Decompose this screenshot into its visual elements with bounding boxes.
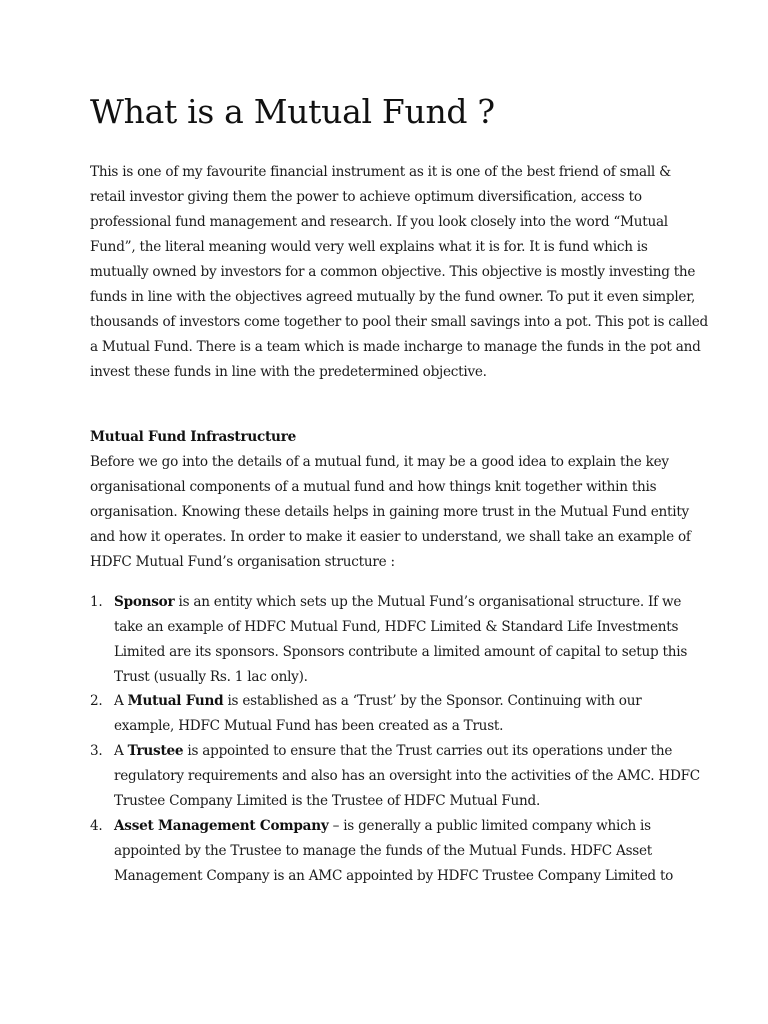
list-prefix: A	[114, 693, 128, 709]
list-number: 2.	[90, 693, 103, 709]
list-text: is established as a ‘Trust’ by the Sponsor. Continuing with our	[223, 693, 642, 709]
list-number: 3.	[90, 743, 103, 759]
list-term: Sponsor	[114, 594, 175, 610]
list-prefix: A	[114, 743, 128, 759]
intro-line: mutually owned by investors for a common objective. This objective is mostly investing the	[90, 264, 696, 280]
list-number: 1.	[90, 594, 103, 610]
intro-line: Fund”, the literal meaning would very well explains what it is for. It is fund which is	[90, 239, 648, 255]
section-heading: Mutual Fund Infrastructure	[90, 429, 297, 445]
intro-line: funds in line with the objectives agreed mutually by the fund owner. To put it even simpler,	[90, 289, 696, 305]
list-text: – is generally a public limited company which is	[328, 818, 651, 834]
list-item-line: regulatory requirements and also has an oversight into the activities of the AMC. HDFC	[114, 768, 700, 784]
intro-line: retail investor giving them the power to achieve optimum diversification, access to	[90, 189, 642, 205]
list-item-line: take an example of HDFC Mutual Fund, HDFC Limited & Standard Life Investments	[114, 619, 679, 635]
list-term: Mutual Fund	[127, 693, 224, 709]
list-item-line: Management Company is an AMC appointed by HDFC Trustee Company Limited to	[114, 868, 674, 884]
list-item-line: Trustee Company Limited is the Trustee of HDFC Mutual Fund.	[114, 793, 541, 809]
list-text: is an entity which sets up the Mutual Fund’s organisational structure. If we	[174, 594, 682, 610]
page-title: What is a Mutual Fund ?	[90, 92, 495, 131]
list-item-first-line	[114, 689, 641, 714]
list-item-first-line	[114, 590, 681, 615]
list-term: Asset Management Company	[114, 818, 329, 834]
list-text: is appointed to ensure that the Trust carries out its operations under the	[183, 743, 673, 759]
list-item-line: Trust (usually Rs. 1 lac only).	[114, 669, 308, 685]
intro-line: invest these funds in line with the predetermined objective.	[90, 364, 487, 380]
intro-line: thousands of investors come together to pool their small savings into a pot. This pot is called	[90, 314, 708, 330]
intro-line: This is one of my favourite financial instrument as it is one of the best friend of small &	[90, 164, 671, 180]
infrastructure-line: organisational components of a mutual fund and how things knit together within this	[90, 479, 657, 495]
list-item-line: example, HDFC Mutual Fund has been created as a Trust.	[114, 718, 504, 734]
list-number: 4.	[90, 818, 103, 834]
list-item-line: Limited are its sponsors. Sponsors contribute a limited amount of capital to setup this	[114, 644, 688, 660]
infrastructure-line: HDFC Mutual Fund’s organisation structure :	[90, 554, 395, 570]
list-item-first-line	[114, 814, 651, 839]
intro-line: a Mutual Fund. There is a team which is made incharge to manage the funds in the pot and	[90, 339, 701, 355]
infrastructure-line: organisation. Knowing these details helps in gaining more trust in the Mutual Fund entity	[90, 504, 689, 520]
list-term: Trustee	[127, 743, 184, 759]
list-item-line: appointed by the Trustee to manage the funds of the Mutual Funds. HDFC Asset	[114, 843, 653, 859]
list-item-first-line	[114, 739, 672, 764]
infrastructure-line: Before we go into the details of a mutual fund, it may be a good idea to explain the key	[90, 454, 669, 470]
intro-line: professional fund management and research. If you look closely into the word “Mutual	[90, 214, 668, 230]
infrastructure-line: and how it operates. In order to make it easier to understand, we shall take an example of	[90, 529, 691, 545]
